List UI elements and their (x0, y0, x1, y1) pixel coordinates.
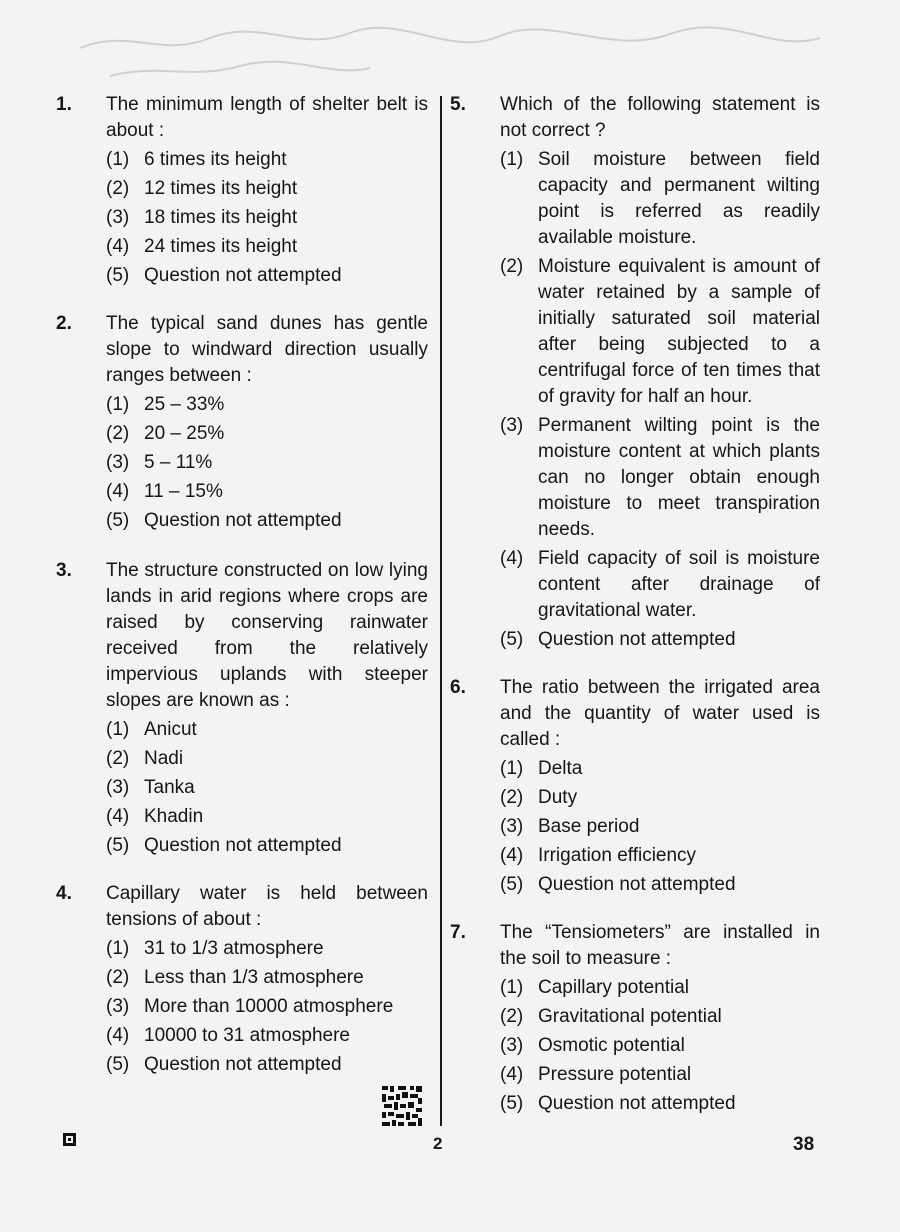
option-list (500, 975, 820, 1117)
question-1 (56, 92, 428, 289)
option-text: Moisture equivalent is amount of water retained by a sample of initially saturated soil material after being subjected to a centrifugal force of ten times that of gravity for half an hour. (538, 256, 820, 407)
option-3 (106, 775, 428, 801)
option-2 (500, 1004, 820, 1030)
option-number: (4) (106, 806, 130, 827)
option-number: (4) (106, 481, 130, 502)
alignment-mark (63, 1133, 76, 1146)
option-1 (106, 392, 428, 418)
option-text: Less than 1/3 atmosphere (144, 967, 364, 988)
option-5 (106, 508, 428, 534)
option-number: (5) (500, 1093, 524, 1114)
option-text: Nadi (144, 748, 184, 769)
question-number: 1. (56, 94, 72, 115)
option-2 (500, 254, 820, 410)
question-text: The minimum length of shelter belt is about : (106, 94, 428, 141)
option-5 (500, 872, 820, 898)
option-4 (500, 546, 820, 624)
option-number: (4) (500, 1064, 524, 1085)
option-3 (500, 814, 820, 840)
question-number: 6. (450, 677, 466, 698)
option-number: (5) (106, 265, 130, 286)
option-1 (106, 717, 428, 743)
option-4 (106, 804, 428, 830)
question-4 (56, 881, 428, 1078)
option-text: Question not attempted (144, 510, 342, 531)
option-3 (500, 413, 820, 543)
option-number: (2) (106, 178, 130, 199)
option-4 (106, 234, 428, 260)
option-number: (4) (106, 236, 130, 257)
option-text: Soil moisture between field capacity and permanent wilting point is referred as readily available moisture. (538, 149, 820, 248)
option-text: More than 10000 atmosphere (144, 996, 394, 1017)
option-text: 12 times its height (144, 178, 298, 199)
option-number: (1) (500, 758, 524, 779)
option-text: Field capacity of soil is moisture content after drainage of gravitational water. (538, 548, 820, 621)
option-text: 10000 to 31 atmosphere (144, 1025, 350, 1046)
option-number: (4) (106, 1025, 130, 1046)
option-list (500, 756, 820, 898)
option-1 (106, 936, 428, 962)
option-text: 18 times its height (144, 207, 298, 228)
option-number: (5) (500, 629, 524, 650)
option-text: Irrigation efficiency (538, 845, 697, 866)
option-number: (2) (500, 1006, 524, 1027)
option-text: Tanka (144, 777, 195, 798)
option-text: 25 – 33% (144, 394, 225, 415)
option-list (500, 147, 820, 653)
option-2 (106, 421, 428, 447)
option-number: (2) (106, 967, 130, 988)
option-text: 31 to 1/3 atmosphere (144, 938, 324, 959)
question-number: 3. (56, 560, 72, 581)
option-5 (106, 263, 428, 289)
option-number: (5) (500, 874, 524, 895)
option-number: (4) (500, 548, 524, 569)
question-2 (450, 675, 820, 898)
option-text: Question not attempted (538, 1093, 736, 1114)
option-number: (5) (106, 510, 130, 531)
option-list (106, 717, 428, 859)
option-number: (3) (500, 415, 524, 436)
option-text: Capillary potential (538, 977, 690, 998)
option-number: (2) (106, 423, 130, 444)
option-5 (500, 627, 820, 653)
question-text: Which of the following statement is not correct ? (500, 94, 820, 141)
option-3 (106, 450, 428, 476)
page-code: 38 (793, 1134, 815, 1155)
option-number: (2) (500, 256, 524, 277)
question-number: 4. (56, 883, 72, 904)
option-number: (1) (106, 394, 130, 415)
option-number: (1) (106, 149, 130, 170)
option-number: (3) (106, 777, 130, 798)
option-number: (3) (106, 996, 130, 1017)
option-2 (500, 785, 820, 811)
option-1 (500, 756, 820, 782)
option-number: (1) (106, 719, 130, 740)
option-text: Duty (538, 787, 578, 808)
option-text: Base period (538, 816, 640, 837)
column-divider (440, 96, 442, 1126)
option-text: Question not attempted (538, 874, 736, 895)
option-text: 20 – 25% (144, 423, 225, 444)
question-3 (56, 558, 428, 859)
option-text: Pressure potential (538, 1064, 692, 1085)
option-3 (106, 994, 428, 1020)
option-text: Gravitational potential (538, 1006, 722, 1027)
question-number: 7. (450, 922, 466, 943)
option-text: 6 times its height (144, 149, 287, 170)
option-list (106, 392, 428, 534)
option-1 (500, 975, 820, 1001)
question-3 (450, 920, 820, 1117)
question-text: Capillary water is held between tensions of about : (106, 883, 428, 930)
question-number: 2. (56, 313, 72, 334)
option-number: (5) (106, 1054, 130, 1075)
right-column (450, 92, 820, 1117)
option-text: Permanent wilting point is the moisture content at which plants can no longer obtain enough moisture to meet transpiration needs. (538, 415, 820, 540)
option-text: Delta (538, 758, 583, 779)
option-list (106, 147, 428, 289)
option-5 (500, 1091, 820, 1117)
option-2 (106, 176, 428, 202)
option-text: Question not attempted (144, 265, 342, 286)
option-text: 11 – 15% (144, 481, 223, 502)
left-column (56, 92, 428, 1078)
option-5 (106, 1052, 428, 1078)
question-1 (450, 92, 820, 653)
option-1 (106, 147, 428, 173)
question-text: The typical sand dunes has gentle slope to windward direction usually ranges between : (106, 313, 428, 386)
option-3 (106, 205, 428, 231)
question-text: The ratio between the irrigated area and the quantity of water used is called : (500, 677, 820, 750)
option-text: 5 – 11% (144, 452, 213, 473)
option-text: Khadin (144, 806, 204, 827)
option-5 (106, 833, 428, 859)
option-2 (106, 746, 428, 772)
option-3 (500, 1033, 820, 1059)
page-number: 2 (433, 1134, 443, 1153)
option-text: 24 times its height (144, 236, 298, 257)
option-number: (1) (500, 977, 524, 998)
question-text: The structure constructed on low lying lands in arid regions where crops are raised by conserving rainwater received from the relatively impervious uplands with steeper slopes are known as : (106, 560, 428, 711)
option-list (106, 936, 428, 1078)
option-number: (4) (500, 845, 524, 866)
question-2 (56, 311, 428, 534)
option-4 (500, 843, 820, 869)
option-text: Question not attempted (144, 1054, 342, 1075)
option-text: Question not attempted (538, 629, 736, 650)
question-number: 5. (450, 94, 466, 115)
option-4 (106, 479, 428, 505)
option-4 (106, 1023, 428, 1049)
option-text: Question not attempted (144, 835, 342, 856)
option-number: (3) (106, 452, 130, 473)
option-number: (3) (500, 816, 524, 837)
option-1 (500, 147, 820, 251)
option-number: (2) (500, 787, 524, 808)
option-number: (5) (106, 835, 130, 856)
option-2 (106, 965, 428, 991)
handwritten-annotation (70, 8, 830, 88)
option-number: (1) (500, 149, 524, 170)
option-text: Anicut (144, 719, 197, 740)
question-text: The “Tensiometers” are installed in the soil to measure : (500, 922, 820, 969)
qr-code-icon (380, 1084, 424, 1128)
option-number: (2) (106, 748, 130, 769)
option-number: (1) (106, 938, 130, 959)
option-4 (500, 1062, 820, 1088)
option-number: (3) (500, 1035, 524, 1056)
option-text: Osmotic potential (538, 1035, 685, 1056)
option-number: (3) (106, 207, 130, 228)
